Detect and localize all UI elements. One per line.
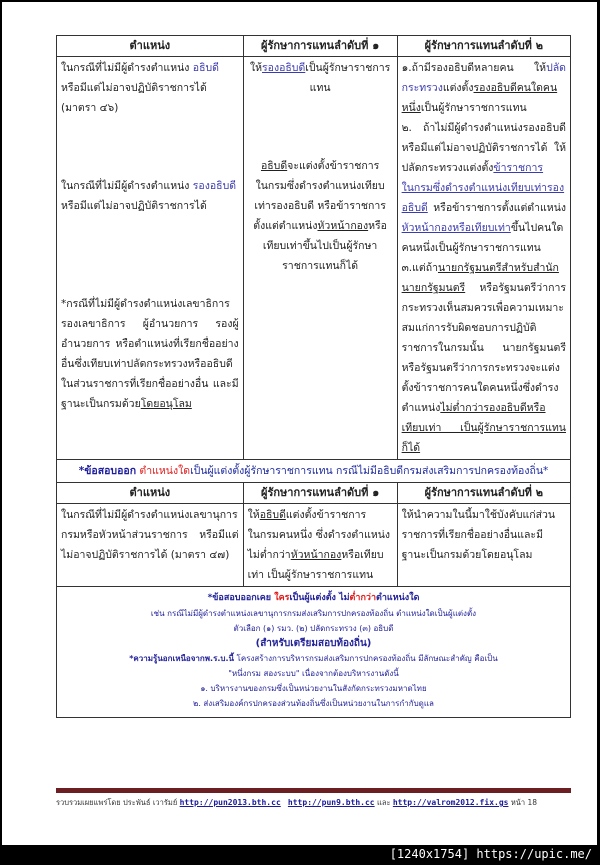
cell-acting-1 <box>243 57 397 460</box>
acting-official-table-2 <box>56 482 571 587</box>
exam-choices: ตัวเลือก (๑) รมว. (๒) ปลัดกระทรวง (๓) อธิบดี <box>233 624 394 633</box>
header-acting-2: ผู้รักษาการแทนลำดับที่ ๒ <box>397 483 570 504</box>
term-deputy-director: รองอธิบดี <box>192 180 237 192</box>
acting-2-item-1: ๑.ถ้ามีรองอธิบดีหลายคน ให้ปลัดกระทรวงแต่งตั้งรองอธิบดีคนใดคนหนึ่งเป็นผู้รักษาราชการแทน <box>401 62 566 114</box>
cell-acting-1: ให้อธิบดีแต่งตั้งข้าราชการในกรมคนหนึ่ง ซึ่งดำรงตำแหน่งไม่ต่ำกว่าหัวหน้ากองหรือเทียบเท่า เป็นผู้รักษาราชการแทน <box>243 504 397 587</box>
table-header-row <box>57 36 571 57</box>
document-page <box>2 2 597 845</box>
header-acting-1: ผู้รักษาการแทนลำดับที่ ๑ <box>243 36 397 57</box>
exam-note-label: *ข้อสอบออก <box>78 465 137 477</box>
term-director-general: อธิบดี <box>192 62 219 74</box>
acting-1-for-director: ให้รองอธิบดีเป็นผู้รักษาราชการแทน <box>249 62 391 94</box>
exam-note-heading: *ข้อสอบออกเคย ใครเป็นผู้แต่งตั้ง ไม่ต่ำกว่าตำแหน่งใด <box>207 593 420 603</box>
footer-link-3[interactable]: http://valrom2012.fix.gs <box>392 798 509 807</box>
header-acting-1: ผู้รักษาการแทนลำดับที่ ๑ <box>243 483 397 504</box>
list-item: ๑. บริหารงานของกรมซึ่งเป็นหน่วยงานในสังกัดกระทรวงมหาดไทย <box>200 684 427 693</box>
position-deputy-director: ในกรณีที่ไม่มีผู้ดำรงตำแหน่ง รองอธิบดี หรือมีแต่ไม่อาจปฏิบัติราชการได้ <box>61 180 237 212</box>
footer-rule <box>56 788 571 793</box>
prep-heading: (สำหรับเตรียมสอบท้องถิ่น) <box>255 638 372 649</box>
cell-acting-2 <box>397 57 570 460</box>
page-footer: รวบรวมเผยแพร่โดย ประพันธ์ เวารัมย์ http://pun2013.bth.cc http://pun9.bth.cc และ http://valrom2012.fix.gs หน้า 18 <box>56 798 538 807</box>
footer-credit: รวบรวมเผยแพร่โดย ประพันธ์ เวารัมย์ <box>56 798 180 807</box>
document-body <box>56 35 571 718</box>
footer-link-2[interactable]: http://pun9.bth.cc <box>287 798 375 807</box>
table-header-row <box>57 483 571 504</box>
header-position: ตำแหน่ง <box>57 36 244 57</box>
cell-position: ในกรณีที่ไม่มีผู้ดำรงตำแหน่งเลขานุการกรมหรือหัวหน้าส่วนราชการ หรือมีแต่ไม่อาจปฏิบัติราชการได้ (มาตรา ๔๗) <box>57 504 244 587</box>
header-position: ตำแหน่ง <box>57 483 244 504</box>
exam-example: เช่น กรณีไม่มีผู้ดำรงตำแหน่งเลขานุการกรมส่งเสริมการปกครองท้องถิ่น ตำแหน่งใดเป็นผู้แต่งตั้ง <box>150 609 477 618</box>
table-row <box>57 504 571 587</box>
table-row <box>57 57 571 460</box>
extra-knowledge: *ความรู้นอกเหนือจากพ.ร.บ.นี้ โครงสร้างการบริหารกรมส่งเสริมการปกครองท้องถิ่น มีลักษณะสำคัญ คือเป็น <box>129 654 498 663</box>
footer-link-1[interactable]: http://pun2013.bth.cc <box>179 798 281 807</box>
image-size-stamp: [1240x1754] https://upic.me/ <box>389 847 592 861</box>
exam-note-row: *ข้อสอบออก ตำแหน่งใดเป็นผู้แต่งตั้งผู้รักษาราชการแทน กรณีไม่มีอธิบดีกรมส่งเสริมการปกครองท้องถิ่น* <box>57 460 571 483</box>
exam-notes-box: *ข้อสอบออกเคย ใครเป็นผู้แต่งตั้ง ไม่ต่ำกว่าตำแหน่งใด เช่น กรณีไม่มีผู้ดำรงตำแหน่งเลขานุการกรมส่งเสริมการปกครองท้องถิ่น ตำแหน่งใดเป็นผู้แต่งตั้ง ตัวเลือก (๑) รมว. (๒) ปลัดกระทรวง (๓) อธิบดี (สำหรับเตรียมสอบท้องถิ่น) *ความรู้นอกเหนือจากพ.ร.บ.นี้ โครงสร้างการบริหารกรมส่งเสริมการปกครองท้องถิ่น มีลักษณะสำคัญ คือเป็น "หนึ่งกรม สองระบบ" เนื่องจากต้องบริหารงานดังนี้ ๑. บริหารงานของกรมซึ่งเป็นหน่วยงานในสังกัดกระทรวงมหาดไทย ๒. ส่งเสริมองค์กรปกครองส่วนท้องถิ่นซึ่งเป็นหน่วยงานในการกำกับดูแล <box>56 587 571 718</box>
acting-official-table-1 <box>56 35 571 483</box>
position-note: *กรณีที่ไม่มีผู้ดำรงตำแหน่งเลขาธิการ รองเลขาธิการ ผู้อำนวยการ รองผู้อำนวยการ หรือตำแหน่งที่เรียกชื่ออย่างอื่นซึ่งเทียบเท่าปลัดกระทรวงหรืออธิบดีในส่วนราชการที่เรียกชื่ออย่างอื่น และมีฐานะเป็นกรมด้วยโดยอนุโลม <box>61 298 239 410</box>
cell-acting-2: ให้นำความในนี้มาใช้บังคับแก่ส่วนราชการที่เรียกชื่ออย่างอื่นและมีฐานะเป็นกรมด้วยโดยอนุโลม <box>397 504 570 587</box>
cell-position <box>57 57 244 460</box>
acting-2-item-2: ๒. ถ้าไม่มีผู้ดำรงตำแหน่งรองอธิบดีหรือมีแต่ไม่อาจปฏิบัติราชการได้ ให้ปลัดกระทรวงแต่งตั้งข้าราชการในกรมซึ่งดำรงตำแหน่งเทียบเท่ารองอธิบดี หรือข้าราชการตั้งแต่ตำแหน่งหัวหน้ากองหรือเทียบเท่าขึ้นไปคนใดคนหนึ่งเป็นผู้รักษาราชการแทน <box>401 122 566 254</box>
acting-1-for-deputy: อธิบดีจะแต่งตั้งข้าราชการในกรมซึ่งดำรงตำแหน่งเทียบเท่ารองอธิบดี หรือข้าราชการตั้งแต่ตำแหน่งหัวหน้ากองหรือเทียบเท่าขึ้นไปเป็นผู้รักษาราชการแทนก็ได้ <box>253 160 387 272</box>
position-director-general: ในกรณีที่ไม่มีผู้ดำรงตำแหน่ง อธิบดี หรือมีแต่ไม่อาจปฏิบัติราชการได้ (มาตรา ๔๖) <box>61 62 219 114</box>
list-item: ๒. ส่งเสริมองค์กรปกครองส่วนท้องถิ่นซึ่งเป็นหน่วยงานในการกำกับดูแล <box>193 699 434 708</box>
header-acting-2: ผู้รักษาการแทนลำดับที่ ๒ <box>397 36 570 57</box>
page-number: หน้า 18 <box>508 798 538 807</box>
acting-2-item-3: ๓.แต่ถ้านายกรัฐมนตรีสำหรับสำนักนายกรัฐมนตรี หรือรัฐมนตรีว่าการกระทรวงเห็นสมควรเพื่อความเหมาะสมแก่การรับผิดชอบการปฏิบัติราชการในกรมนั้น นายกรัฐมนตรีหรือรัฐมนตรีว่าการกระทรวงจะแต่งตั้งข้าราชการคนใดคนหนึ่งซึ่งดำรงตำแหน่งไม่ต่ำกว่ารองอธิบดีหรือเทียบเท่า เป็นผู้รักษาราชการแทนก็ได้ <box>401 262 566 454</box>
